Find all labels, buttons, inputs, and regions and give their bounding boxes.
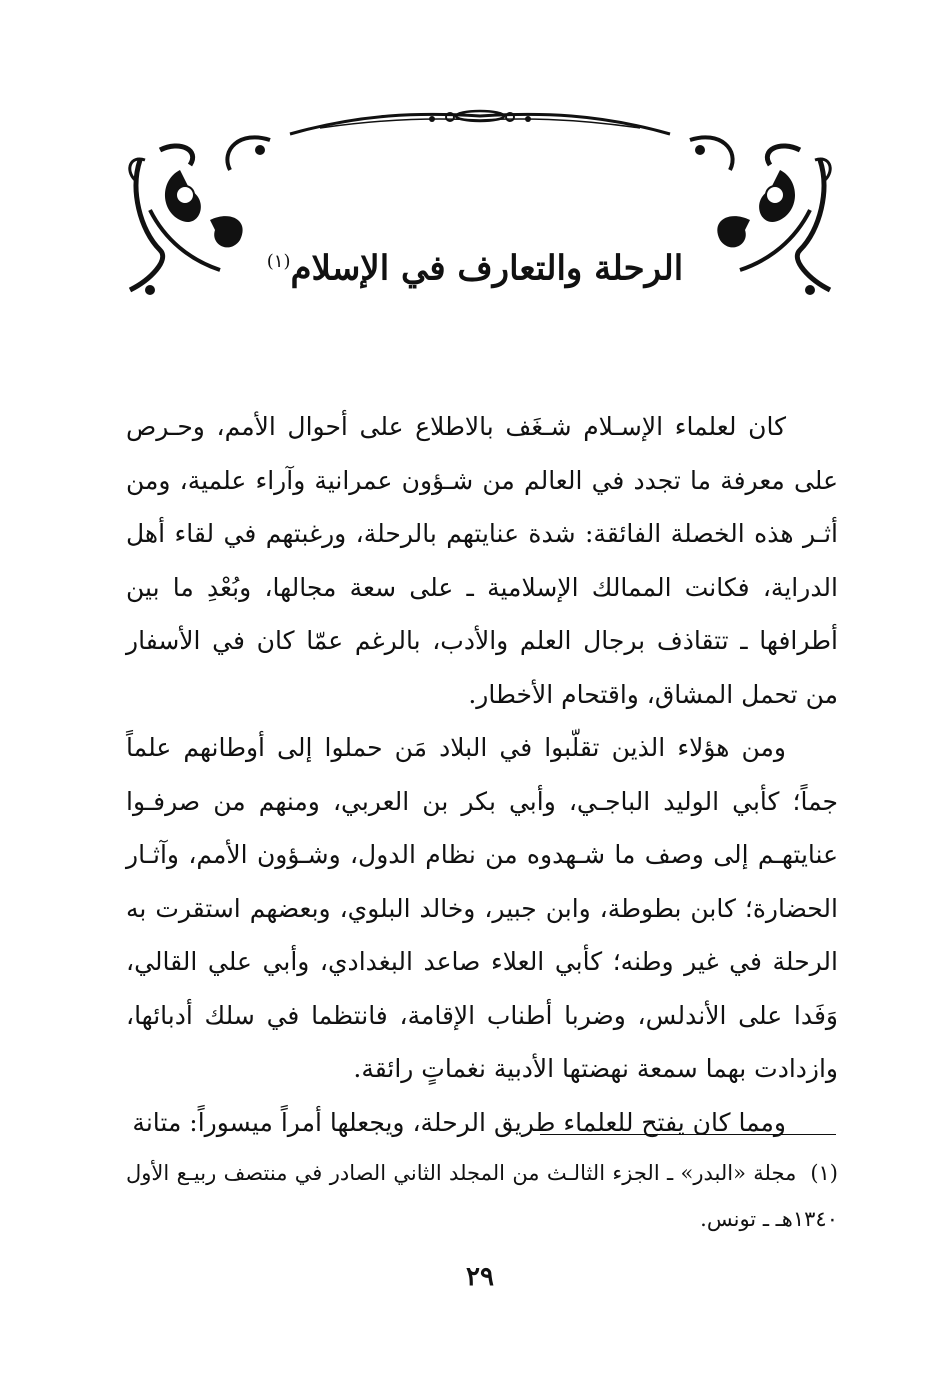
paragraph: ومما كان يفتح للعلماء طريق الرحلة، ويجعلها أمراً ميسوراً: متانة (132, 1107, 786, 1137)
footnote-reference: (١) (266, 251, 291, 272)
footnote-number: (١) (810, 1161, 838, 1185)
footnote-divider (540, 1134, 836, 1135)
paragraph: كان لعلماء الإسـلام شـغَف بالاطلاع على أحوال الأمم، وحـرص على معرفة ما تجدد في العالم من شـؤون عمرانية وآراء علمية، ومن أثـر هذه الخصلة الفائقة: شدة عنايتهم بالرحلة، ورغبتهم في لقاء أهل الدراية، فكانت الممالك الإسلامية ـ على سعة مجالها، وبُعْدِ ما بين أطرافها ـ تتقاذف برجال العلم والأدب، بالرغم عمّا كان في الأسفار من تحمل المشاق، واقتحام الأخطار. (126, 412, 839, 709)
footnote-text: مجلة «البدر» ـ الجزء الثالـث من المجلد الثاني الصادر في منتصف ربيـع الأول ١٣٤٠هـ ـ تونس. (126, 1161, 838, 1231)
body-text (126, 400, 838, 1149)
chapter-title (250, 232, 700, 298)
footnote (126, 1150, 838, 1242)
header-ornament-icon (280, 104, 680, 144)
paragraph: ومن هؤلاء الذين تقلّبوا في البلاد مَن حملوا إلى أوطانهم علماً جماً؛ كأبي الوليد الباجـي، وأبي بكر بن العربي، ومنهم من صرفـوا عنايتهـم إلى وصف ما شـهدوه من نظام الدول، وشـؤون الأمم، وآثـار الحضارة؛ كابن بطوطة، وابن جبير، وخالد البلوي، وبعضهم استقرت به الرحلة في غير وطنه؛ كأبي العلاء صاعد البغدادي، وأبي علي القالي، وَفَدا على الأندلس، وضربا أطناب الإقامة، فانتظما في سلك أدبائها، وازدادت بهما سمعة نهضتها الأدبية نغماتٍ رائقة. (126, 733, 838, 1083)
page-number: ٢٩ (466, 1262, 494, 1292)
chapter-title-text: الرحلة والتعارف في الإسلام (290, 248, 684, 289)
right-floral-ornament-icon (680, 120, 840, 300)
